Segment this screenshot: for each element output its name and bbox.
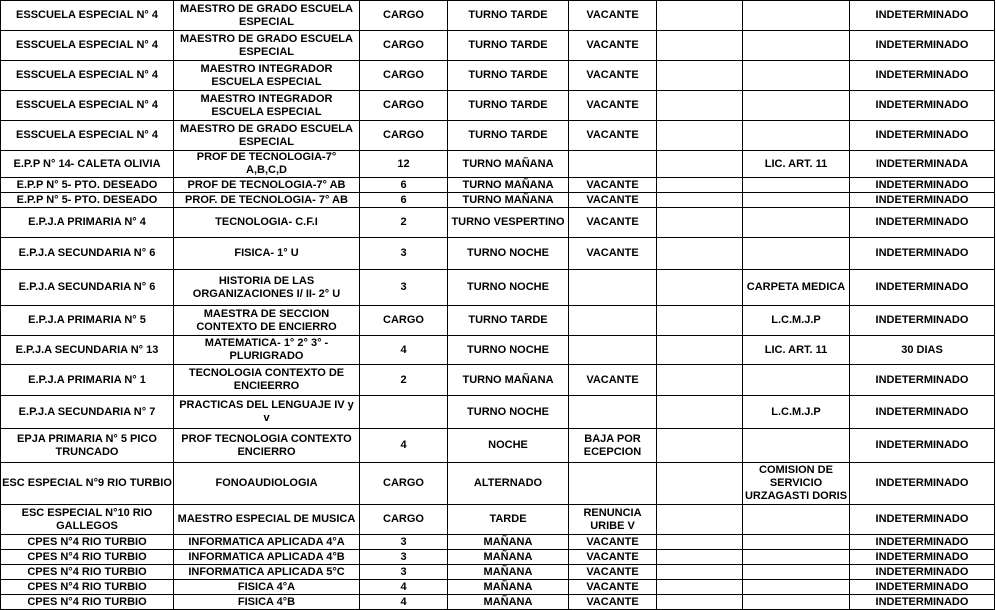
table-row	[1, 270, 995, 306]
cell-shift: TURNO TARDE	[448, 306, 569, 336]
cell-hours: CARGO	[360, 505, 448, 535]
cell-status: VACANTE	[569, 1, 657, 31]
cell-duration: INDETERMINADO	[850, 429, 995, 463]
cell-status: VACANTE	[569, 535, 657, 550]
cell-duration: INDETERMINADO	[850, 535, 995, 550]
cell-blank	[657, 396, 743, 429]
cell-reason	[743, 178, 850, 193]
cell-hours: 3	[360, 565, 448, 580]
cell-reason	[743, 1, 850, 31]
cell-duration: 30 DIAS	[850, 336, 995, 365]
table-row	[1, 238, 995, 270]
cell-position: PRACTICAS DEL LENGUAJE IV y v	[174, 396, 360, 429]
cell-status: VACANTE	[569, 565, 657, 580]
cell-shift: TURNO NOCHE	[448, 396, 569, 429]
cell-school: ESC ESPECIAL N°10 RIO GALLEGOS	[1, 505, 174, 535]
cell-reason	[743, 535, 850, 550]
cell-duration: INDETERMINADO	[850, 396, 995, 429]
cell-status	[569, 396, 657, 429]
cell-school: CPES N°4 RIO TURBIO	[1, 550, 174, 565]
cell-position: HISTORIA DE LAS ORGANIZACIONES I/ II- 2° U	[174, 270, 360, 306]
cell-duration: INDETERMINADO	[850, 193, 995, 208]
cell-shift: MAÑANA	[448, 565, 569, 580]
table-row	[1, 463, 995, 505]
cell-reason	[743, 121, 850, 151]
cell-school: E.P.J.A PRIMARIA N° 1	[1, 365, 174, 396]
cell-blank	[657, 429, 743, 463]
cell-reason	[743, 193, 850, 208]
cell-duration: INDETERMINADO	[850, 270, 995, 306]
cell-status: BAJA POR ECEPCION	[569, 429, 657, 463]
cell-school: E.P.P N° 5- PTO. DESEADO	[1, 178, 174, 193]
table-row	[1, 535, 995, 550]
cell-position: MATEMATICA- 1° 2° 3° - PLURIGRADO	[174, 336, 360, 365]
cell-shift: TURNO VESPERTINO	[448, 208, 569, 238]
cell-status: VACANTE	[569, 580, 657, 595]
cell-duration: INDETERMINADO	[850, 121, 995, 151]
cell-status	[569, 306, 657, 336]
table-row	[1, 365, 995, 396]
cell-school: ESSCUELA ESPECIAL N° 4	[1, 1, 174, 31]
cell-school: CPES N°4 RIO TURBIO	[1, 595, 174, 610]
cell-status	[569, 463, 657, 505]
table-row	[1, 178, 995, 193]
cell-blank	[657, 178, 743, 193]
cell-position: MAESTRO DE GRADO ESCUELA ESPECIAL	[174, 1, 360, 31]
cell-hours: 3	[360, 270, 448, 306]
cell-status: VACANTE	[569, 193, 657, 208]
cell-school: E.P.J.A PRIMARIA N° 5	[1, 306, 174, 336]
cell-hours: 3	[360, 550, 448, 565]
cell-hours: CARGO	[360, 61, 448, 91]
cell-hours: 3	[360, 238, 448, 270]
cell-status	[569, 336, 657, 365]
cell-hours: 6	[360, 178, 448, 193]
cell-duration: INDETERMINADO	[850, 580, 995, 595]
cell-shift: MAÑANA	[448, 550, 569, 565]
table-row	[1, 121, 995, 151]
cell-shift: TURNO MAÑANA	[448, 178, 569, 193]
table-row	[1, 505, 995, 535]
cell-position: TECNOLOGIA- C.F.I	[174, 208, 360, 238]
cell-status: VACANTE	[569, 550, 657, 565]
cell-shift: TURNO TARDE	[448, 31, 569, 61]
cell-position: PROF TECNOLOGIA CONTEXTO ENCIERRO	[174, 429, 360, 463]
cell-school: CPES N°4 RIO TURBIO	[1, 535, 174, 550]
cell-blank	[657, 580, 743, 595]
cell-shift: TURNO NOCHE	[448, 270, 569, 306]
cell-status: VACANTE	[569, 238, 657, 270]
cell-reason	[743, 238, 850, 270]
cell-duration: INDETERMINADO	[850, 31, 995, 61]
cell-duration: INDETERMINADO	[850, 1, 995, 31]
cell-shift: TURNO NOCHE	[448, 336, 569, 365]
cell-school: E.P.P N° 14- CALETA OLIVIA	[1, 151, 174, 178]
cell-school: ESSCUELA ESPECIAL N° 4	[1, 121, 174, 151]
cell-position: FISICA 4°B	[174, 595, 360, 610]
table-row	[1, 396, 995, 429]
cell-shift: MAÑANA	[448, 535, 569, 550]
cell-shift: ALTERNADO	[448, 463, 569, 505]
cell-status: VACANTE	[569, 208, 657, 238]
cell-status: VACANTE	[569, 178, 657, 193]
cell-status: VACANTE	[569, 121, 657, 151]
table-row	[1, 1, 995, 31]
cell-hours: 6	[360, 193, 448, 208]
cell-duration: INDETERMINADO	[850, 91, 995, 121]
table-row	[1, 31, 995, 61]
cell-duration: INDETERMINADO	[850, 550, 995, 565]
cell-blank	[657, 535, 743, 550]
cell-blank	[657, 208, 743, 238]
cell-duration: INDETERMINADO	[850, 463, 995, 505]
cell-reason	[743, 208, 850, 238]
cell-hours: 4	[360, 336, 448, 365]
cell-position: MAESTRO INTEGRADOR ESCUELA ESPECIAL	[174, 61, 360, 91]
table-row	[1, 580, 995, 595]
cell-status	[569, 151, 657, 178]
cell-blank	[657, 31, 743, 61]
cell-status: VACANTE	[569, 365, 657, 396]
table-row	[1, 429, 995, 463]
cell-status: VACANTE	[569, 61, 657, 91]
cell-duration: INDETERMINADO	[850, 365, 995, 396]
cell-position: TECNOLOGIA CONTEXTO DE ENCIEERRO	[174, 365, 360, 396]
cell-hours	[360, 396, 448, 429]
cell-reason	[743, 505, 850, 535]
cell-hours: CARGO	[360, 31, 448, 61]
cell-hours: CARGO	[360, 306, 448, 336]
cell-reason	[743, 429, 850, 463]
cell-status: VACANTE	[569, 595, 657, 610]
cell-reason	[743, 550, 850, 565]
cell-hours: CARGO	[360, 121, 448, 151]
cell-shift: TURNO NOCHE	[448, 238, 569, 270]
cell-school: ESSCUELA ESPECIAL N° 4	[1, 61, 174, 91]
cell-shift: MAÑANA	[448, 595, 569, 610]
cell-status: RENUNCIA URIBE V	[569, 505, 657, 535]
cell-school: E.P.J.A SECUNDARIA N° 13	[1, 336, 174, 365]
cell-duration: INDETERMINADO	[850, 238, 995, 270]
cell-hours: CARGO	[360, 463, 448, 505]
cell-status: VACANTE	[569, 31, 657, 61]
cell-reason: L.C.M.J.P	[743, 306, 850, 336]
cell-reason: COMISION DE SERVICIO URZAGASTI DORIS	[743, 463, 850, 505]
cell-blank	[657, 1, 743, 31]
cell-blank	[657, 238, 743, 270]
cell-position: FONOAUDIOLOGIA	[174, 463, 360, 505]
table-row	[1, 91, 995, 121]
cell-reason	[743, 31, 850, 61]
cell-hours: 2	[360, 208, 448, 238]
table-row	[1, 306, 995, 336]
cell-reason: CARPETA MEDICA	[743, 270, 850, 306]
cell-school: E.P.J.A SECUNDARIA N° 7	[1, 396, 174, 429]
cell-position: INFORMATICA APLICADA 4°B	[174, 550, 360, 565]
cell-reason: LIC. ART. 11	[743, 336, 850, 365]
cell-blank	[657, 121, 743, 151]
cell-position: FISICA 4°A	[174, 580, 360, 595]
table-row	[1, 595, 995, 610]
cell-shift: TURNO MAÑANA	[448, 365, 569, 396]
cell-blank	[657, 365, 743, 396]
cell-position: PROF DE TECNOLOGIA-7° A,B,C,D	[174, 151, 360, 178]
cell-position: MAESTRA DE SECCION CONTEXTO DE ENCIERRO	[174, 306, 360, 336]
cell-hours: CARGO	[360, 1, 448, 31]
cell-shift: MAÑANA	[448, 580, 569, 595]
cell-blank	[657, 151, 743, 178]
cell-hours: 4	[360, 429, 448, 463]
cell-shift: TURNO MAÑANA	[448, 193, 569, 208]
cell-position: INFORMATICA APLICADA 4°A	[174, 535, 360, 550]
cell-duration: INDETERMINADO	[850, 565, 995, 580]
cell-school: CPES N°4 RIO TURBIO	[1, 565, 174, 580]
cell-position: PROF DE TECNOLOGIA-7° AB	[174, 178, 360, 193]
cell-position: MAESTRO INTEGRADOR ESCUELA ESPECIAL	[174, 91, 360, 121]
cell-shift: TURNO TARDE	[448, 121, 569, 151]
cell-school: ESC ESPECIAL N°9 RIO TURBIO	[1, 463, 174, 505]
cell-reason	[743, 595, 850, 610]
cell-school: ESSCUELA ESPECIAL N° 4	[1, 31, 174, 61]
cell-duration: INDETERMINADO	[850, 306, 995, 336]
cell-school: CPES N°4 RIO TURBIO	[1, 580, 174, 595]
cell-duration: INDETERMINADO	[850, 595, 995, 610]
cell-position: FISICA- 1° U	[174, 238, 360, 270]
cell-duration: INDETERMINADO	[850, 505, 995, 535]
cell-position: PROF. DE TECNOLOGIA- 7° AB	[174, 193, 360, 208]
cell-blank	[657, 595, 743, 610]
table-row	[1, 565, 995, 580]
cell-blank	[657, 505, 743, 535]
cell-hours: 4	[360, 580, 448, 595]
cell-hours: 4	[360, 595, 448, 610]
cell-reason	[743, 61, 850, 91]
cell-shift: TURNO TARDE	[448, 1, 569, 31]
cell-blank	[657, 336, 743, 365]
cell-status	[569, 270, 657, 306]
cell-blank	[657, 61, 743, 91]
cell-duration: INDETERMINADA	[850, 151, 995, 178]
cell-duration: INDETERMINADO	[850, 178, 995, 193]
cell-duration: INDETERMINADO	[850, 61, 995, 91]
table-row	[1, 61, 995, 91]
cell-hours: 2	[360, 365, 448, 396]
cell-shift: NOCHE	[448, 429, 569, 463]
cell-position: MAESTRO DE GRADO ESCUELA ESPECIAL	[174, 31, 360, 61]
cell-blank	[657, 91, 743, 121]
cell-school: E.P.J.A SECUNDARIA N° 6	[1, 270, 174, 306]
cell-blank	[657, 193, 743, 208]
cell-shift: TARDE	[448, 505, 569, 535]
cell-reason	[743, 565, 850, 580]
table-row	[1, 151, 995, 178]
cell-shift: TURNO TARDE	[448, 61, 569, 91]
cell-blank	[657, 463, 743, 505]
cell-school: E.P.J.A PRIMARIA N° 4	[1, 208, 174, 238]
cell-hours: CARGO	[360, 91, 448, 121]
cell-school: ESSCUELA ESPECIAL N° 4	[1, 91, 174, 121]
table-row	[1, 208, 995, 238]
cell-position: INFORMATICA APLICADA 5°C	[174, 565, 360, 580]
table-row	[1, 336, 995, 365]
cell-position: MAESTRO ESPECIAL DE MUSICA	[174, 505, 360, 535]
cell-reason	[743, 365, 850, 396]
table-body	[1, 1, 995, 610]
cell-reason: L.C.M.J.P	[743, 396, 850, 429]
cell-reason	[743, 91, 850, 121]
cell-school: E.P.P N° 5- PTO. DESEADO	[1, 193, 174, 208]
cell-blank	[657, 550, 743, 565]
cell-duration: INDETERMINADO	[850, 208, 995, 238]
cell-shift: TURNO TARDE	[448, 91, 569, 121]
cell-reason: LIC. ART. 11	[743, 151, 850, 178]
cell-hours: 3	[360, 535, 448, 550]
cell-blank	[657, 565, 743, 580]
table-row	[1, 193, 995, 208]
cell-hours: 12	[360, 151, 448, 178]
cell-shift: TURNO MAÑANA	[448, 151, 569, 178]
cell-school: E.P.J.A SECUNDARIA N° 6	[1, 238, 174, 270]
cell-reason	[743, 580, 850, 595]
cell-blank	[657, 306, 743, 336]
cell-status: VACANTE	[569, 91, 657, 121]
cell-blank	[657, 270, 743, 306]
cell-position: MAESTRO DE GRADO ESCUELA ESPECIAL	[174, 121, 360, 151]
table-row	[1, 550, 995, 565]
cell-school: EPJA PRIMARIA N° 5 PICO TRUNCADO	[1, 429, 174, 463]
